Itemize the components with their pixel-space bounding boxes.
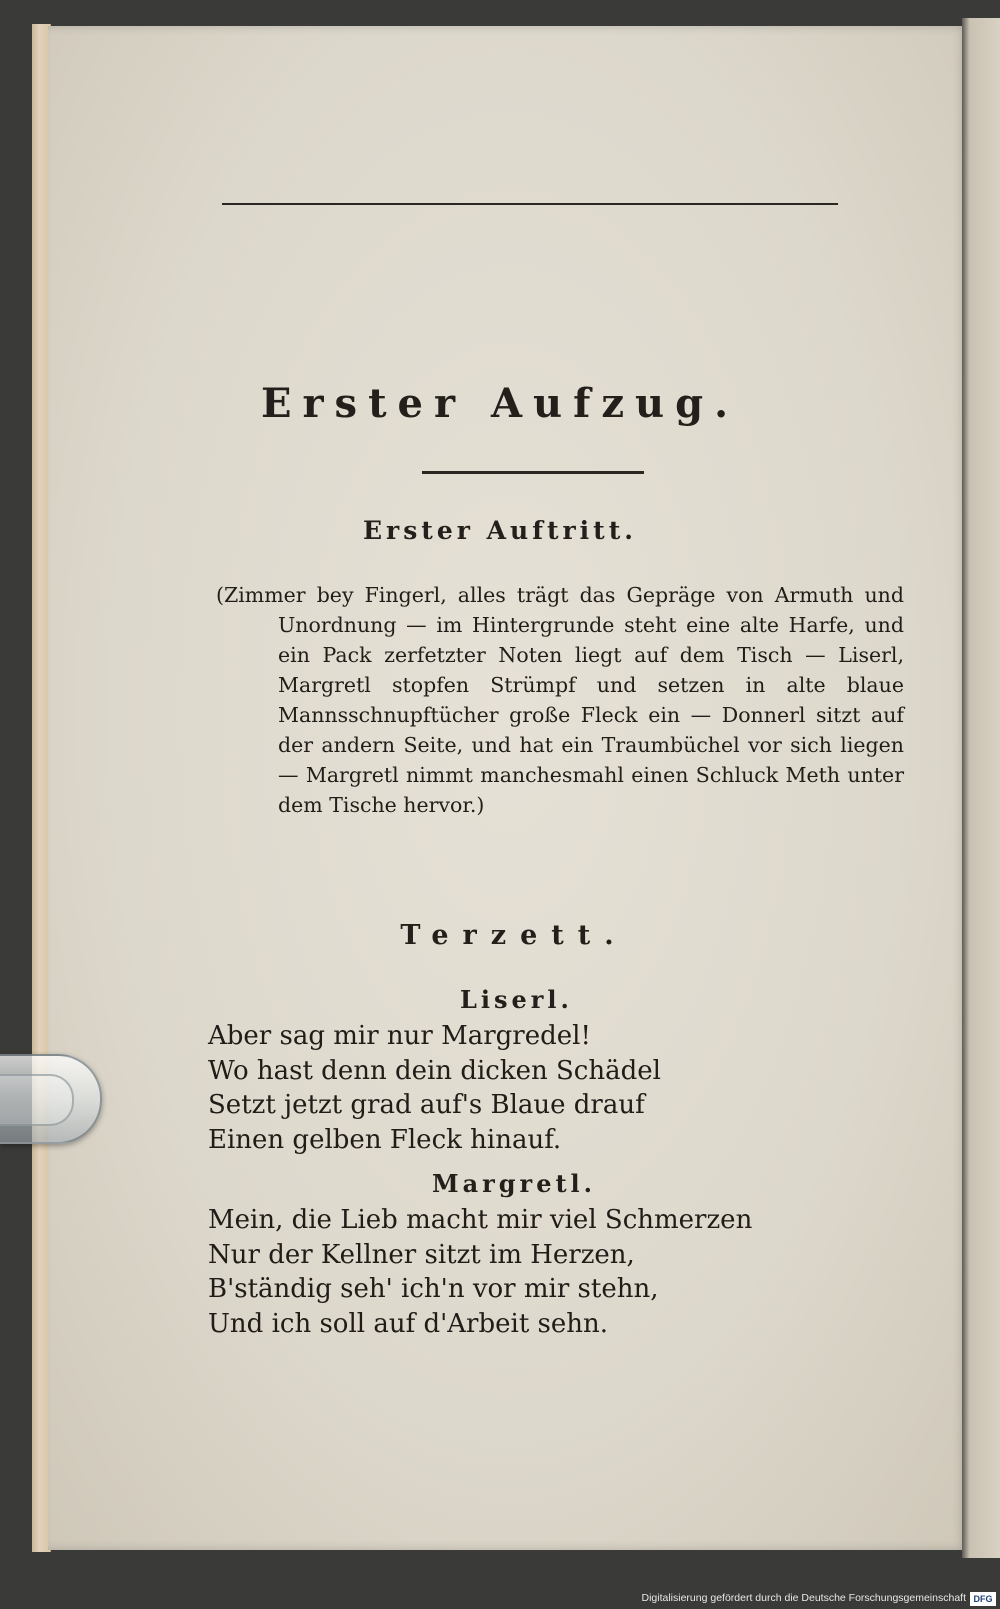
verse-line: Mein, die Lieb macht mir viel Schmerzen	[208, 1205, 753, 1235]
title-rule	[422, 471, 644, 474]
verse-line: Und ich soll auf d'Arbeit sehn.	[208, 1308, 609, 1339]
verse-line: Aber sag mir nur Margredel!	[208, 1021, 591, 1051]
speaker-liserl: Liserl.	[460, 985, 573, 1014]
verse-block	[208, 1019, 828, 1157]
dfg-logo: DFG	[970, 1592, 996, 1606]
book-clip-icon	[0, 1054, 102, 1144]
top-rule	[222, 203, 838, 205]
scene-title: Erster Auftritt.	[363, 516, 637, 545]
verse-block	[208, 1203, 828, 1341]
footer-credit: Digitalisierung gefördert durch die Deutsche Forschungsgemeinschaft	[641, 1592, 966, 1604]
speaker-margretl: Margretl.	[432, 1169, 597, 1198]
stage-direction: (Zimmer bey Fingerl, alles trägt das Gepräge von Armuth und Unordnung — im Hintergrunde steht eine alte Harfe, und ein Pack zerfetzter Noten liegt auf dem Tisch — Liserl, Margretl stopfen Strümpf und setzen in alte blaue Mannsschnupftücher große Fleck ein — Donnerl sitzt auf der andern Seite, und hat ein Traumbüchel vor sich liegen — Margretl nimmt manchesmahl einen Schluck Meth unter dem Tische hervor.)	[216, 583, 904, 817]
verse-line: Einen gelben Fleck hinauf.	[208, 1124, 562, 1155]
verse-line: Wo hast denn dein dicken Schädel	[208, 1055, 661, 1086]
verse-line: Nur der Kellner sitzt im Herzen,	[208, 1239, 635, 1270]
adjacent-page-edge	[962, 18, 1000, 1558]
verse-line: B'ständig seh' ich'n vor mir stehn,	[208, 1274, 659, 1304]
act-title: Erster Aufzug.	[260, 380, 740, 427]
book-clip-inner	[0, 1074, 74, 1126]
section-title: Terzett.	[400, 920, 628, 951]
verse-line: Setzt jetzt grad auf's Blaue drauf	[208, 1090, 645, 1120]
